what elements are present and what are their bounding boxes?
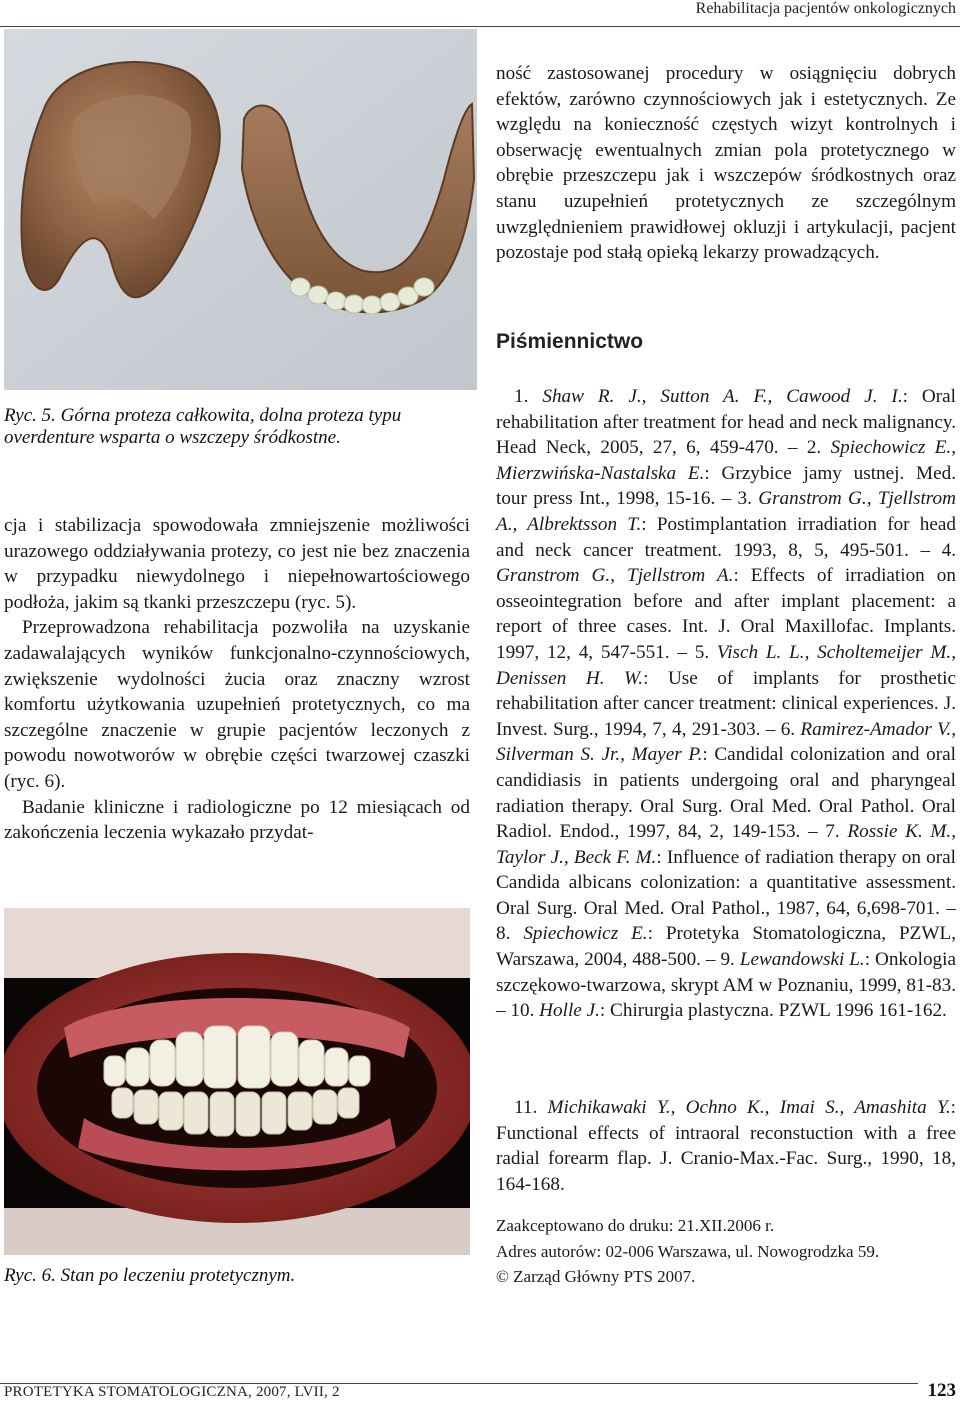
reference-authors: Ramirez-Amador V., Silverman S. Jr., Mayer P. (496, 718, 957, 766)
right-paragraph: ność zastosowanej procedury w osiągnięciu dobrych efektów, zarówno czynnościowych jak i estetycznych. Ze względu na konieczność częstych wizyt kontrolnych i obserwację ewentualnych zmian pola protetycznego w obrębie przeszczepu jak i wszczepów śródkostnych oraz stanu uzupełnień protetycznych ze szczególnym uwzględnieniem prawidłowej okluzji i artykulacji, pacjent pozostaje pod stałą opieką lekarzy prowadzących. (496, 63, 956, 264)
reference-authors: Granstrom G., Tjellstrom A., Albrektsson T. (496, 488, 957, 535)
reference-authors: Visch L. L., Scholtemeijer M., Denissen H. W. (496, 641, 956, 689)
reference-authors: Holle J. (539, 1000, 600, 1022)
reference-number: – 9. (700, 949, 740, 971)
paragraph-2: Przeprowadzona rehabilitacja pozwoliła na uzyskanie zadawalających wyników funkcjonalno-czynnościowych, zwiększenie wydolności żucia oraz znaczny wzrost komfortu użytkowania uzupełnień protetycznych, co ma szczególne znaczenie w grupie pacjentów leczonych z powodu nowotworów w obrębie części twarzowej czaszki (ryc. 6). (4, 617, 470, 792)
reference-details: : Chirurgia plastyczna. PZWL 1996 161-162. (599, 1000, 947, 1022)
figure-6-caption: Ryc. 6. Stan po leczeniu protetycznym. (4, 1265, 296, 1286)
accepted-date: Zaakceptowano do druku: 21.XII.2006 r. (496, 1216, 775, 1235)
reference-details: : Candidal colonization and oral candidiasis in patients undergoing oral and pharyngeal radiation therapy. Oral Surg. Oral Med. Oral Pathol. Oral Radiol. Endod., 1997, 84, 2, 149-153. (496, 744, 956, 843)
reference-authors: Spiechowicz E., Mierzwińska-Nastalska E. (496, 437, 957, 484)
reference-details: : Influence of radiation therapy on oral Candida albicans colonization: a quantitative assessment. Oral Surg. Oral Med. Oral Pathol., 1987, 64, 6,698-701. (496, 846, 956, 919)
reference-details: : Oral rehabilitation after treatment for head and neck malignancy. Head Neck, 2005, 27, 6, 459-470. (496, 386, 956, 459)
references-list (496, 384, 956, 1024)
reference-number: – 10. (496, 1000, 540, 1022)
reference-authors: Rossie K. M., Taylor J., Beck F. M. (496, 821, 956, 868)
paragraph-1: cja i stabilizacja spowodowała zmniejszenie możliwości urazowego oddziaływania protezy, co jest nie bez znaczenia w przypadku niewydolnego i niepełnowartościowego podłoża, jakim są tkanki przeszczepu (ryc. 5). (4, 515, 470, 613)
paragraph-3: Badanie kliniczne i radiologiczne po 12 miesiącach od zakończenia leczenia wykazało przydat- (4, 796, 470, 844)
reference-authors: Michikawaki Y., Ochno K., Imai S., Amashita Y. (547, 1097, 951, 1118)
reference-number: – 2. (778, 437, 831, 459)
reference-number: – 8. (496, 897, 957, 945)
right-column-text (496, 61, 956, 266)
reference-number: – 6. (760, 718, 801, 740)
reference-number: – 4. (908, 539, 957, 561)
reference-number: 11. (514, 1097, 548, 1118)
reference-11 (496, 1095, 956, 1197)
running-head: Rehabilitacja pacjentów onkologicznych (695, 0, 956, 17)
reference-details: : Onkologia szczękowo-twarzowa, skrypt AM w Poznaniu, 1999, 81-83. (496, 949, 956, 996)
reference-authors: Spiechowicz E. (523, 923, 648, 945)
figure-5-caption: Ryc. 5. Górna proteza całkowita, dolna proteza typu overdenture wsparta o wszczepy śródkostne. (4, 405, 402, 448)
reference-details: : Protetyka Stomatologiczna, PZWL, Warszawa, 2004, 488-500. (496, 923, 957, 971)
header-rule (0, 26, 960, 27)
page-number: 123 (927, 1380, 956, 1401)
copyright-line: © Zarząd Główny PTS 2007. (496, 1267, 696, 1286)
reference-details: : Functional effects of intraoral reconstuction with a free radial forearm flap. J. Cranio-Max.-Fac. Surg., 1990, 18, 164-168. (496, 1097, 956, 1195)
reference-number: 1. (514, 386, 543, 407)
left-column-text (4, 513, 470, 846)
authors-address: Adres autorów: 02-006 Warszawa, ul. Nowogrodzka 59. (496, 1242, 880, 1261)
reference-details: : Grzybice jamy ustnej. Med. tour press Int., 1998, 15-16. (496, 462, 956, 510)
figure-6-image (4, 908, 470, 1255)
reference-number: – 5. (669, 641, 717, 663)
reference-authors: Lewandowski L. (739, 949, 865, 971)
reference-number: – 7. (800, 821, 848, 843)
reference-details: : Effects of irradiation on osseointegration before and after implant placement: a report of three cases. Int. J. Oral Maxillofac. Implants. 1997, 12, 4, 547-551. (496, 565, 956, 663)
figure-6-photo (4, 908, 470, 1255)
reference-details: : Postimplantation irradiation for head and neck cancer treatment. 1993, 8, 5, 495-501. (496, 513, 956, 561)
figure-5-image (4, 29, 477, 390)
reference-authors: Granstrom G., Tjellstrom A. (496, 565, 734, 587)
reference-number: – 3. (715, 488, 759, 510)
reference-item (496, 1000, 947, 1021)
figure-5-photo (4, 29, 477, 390)
reference-authors: Shaw R. J., Sutton A. F., Cawood J. I. (542, 386, 903, 407)
references-heading: Piśmiennictwo (496, 330, 644, 353)
footer-journal: PROTETYKA STOMATOLOGICZNA, 2007, LVII, 2 (4, 1384, 340, 1400)
reference-details: : Use of implants for prosthetic rehabilitation after cancer treatment: clinical experiences. J. Invest. Surg., 1994, 7, 4, 291-303. (496, 667, 957, 740)
